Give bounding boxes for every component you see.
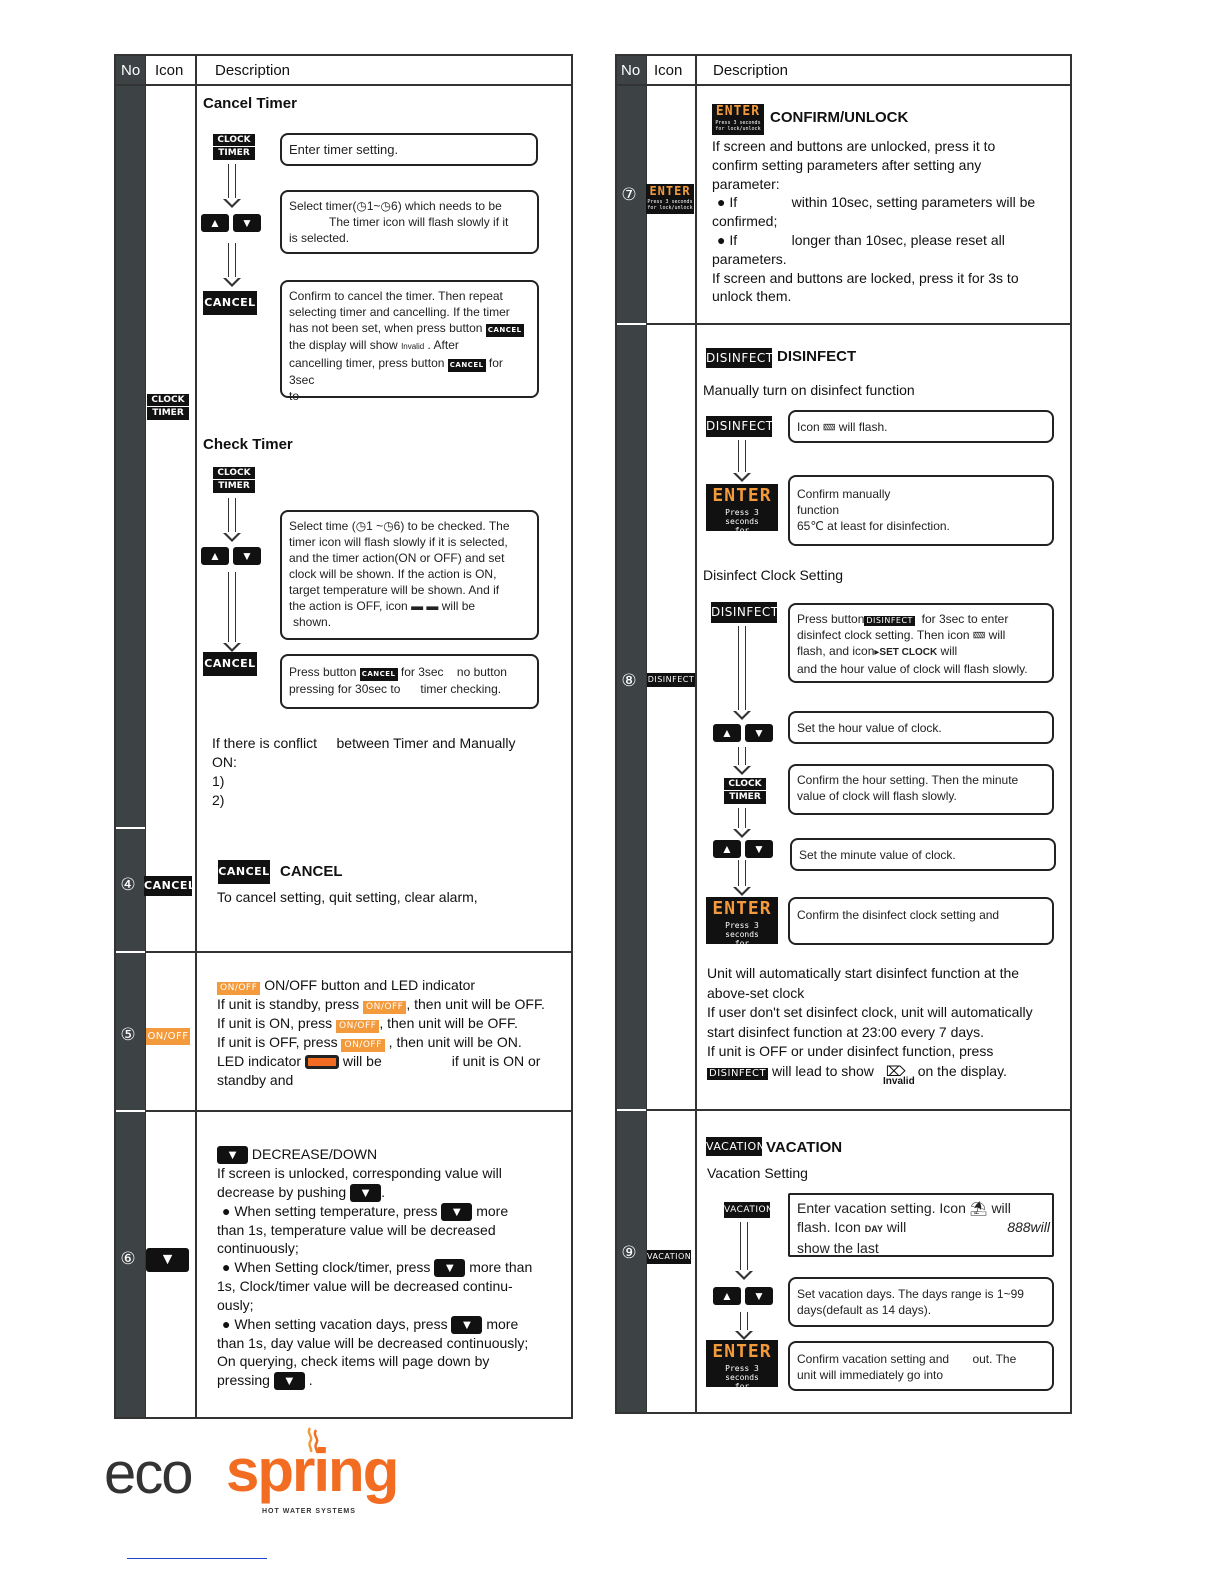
row-number: ④ (120, 875, 136, 894)
invalid-icon: ⌦ (885, 1062, 906, 1079)
disinfect-sub1: Manually turn on disinfect function (703, 382, 915, 398)
down-inline-icon: ▼ (350, 1184, 381, 1202)
enter-icon: ENTER Press 3 seconds for lock/unlock (646, 184, 694, 214)
down-inline-icon: ▼ (434, 1259, 465, 1277)
down-arrow-icon (740, 1312, 748, 1332)
disinfect-symbol-icon: 🝙 (823, 420, 836, 434)
enter-title-icon: ENTER Press 3 seconds for lock/unlock (712, 104, 764, 135)
led-indicator-icon (305, 1055, 339, 1069)
down-inline-icon: ▼ (451, 1316, 482, 1334)
row-divider (145, 1110, 571, 1112)
down-icon: ▼ (233, 547, 261, 565)
up-icon: ▲ (713, 724, 741, 742)
down-arrow-icon (228, 498, 236, 534)
down-icon: ▼ (745, 724, 773, 742)
vacation-title-icon: VACATION (706, 1137, 762, 1156)
row-divider (617, 323, 646, 325)
cancel-icon: CANCEL (144, 876, 192, 896)
step-box: Enter timer setting. (280, 133, 538, 166)
down-arrow-icon (228, 243, 236, 279)
down-icon: ▼ (745, 1287, 773, 1305)
step-box: Select timer(◷1~◷6) which needs to be The timer icon will flash slowly if it is selected. (280, 190, 539, 254)
cancel-inline-icon: CANCEL (486, 324, 524, 337)
vacation-icon: VACATION (647, 1250, 691, 1264)
disinfect-button-icon[interactable]: DISINFECT (711, 602, 777, 623)
disinfect-button-icon[interactable]: DISINFECT (706, 416, 772, 437)
down-arrow-icon (228, 572, 236, 644)
down-inline-icon: ▼ (217, 1146, 248, 1164)
cancel-button-icon[interactable]: CANCEL (203, 291, 257, 315)
row-number: ⑤ (120, 1025, 136, 1044)
up-icon: ▲ (201, 214, 229, 232)
confirm-unlock-title: CONFIRM/UNLOCK (770, 109, 909, 126)
row-divider (617, 1109, 646, 1111)
left-icon-column (145, 56, 197, 1417)
step-box: Press button DISINFECT for 3sec to enter disinfect clock setting. Then icon 🝙 will flash, and icon▸SET CLOCK will and the hour value of clock will flash slowly. (788, 603, 1054, 683)
cancel-inline-icon: CANCEL (360, 668, 398, 681)
cancel-inline-icon: CANCEL (448, 359, 486, 372)
down-inline-icon: ▼ (441, 1203, 472, 1221)
disinfect-title-icon: DISINFECT (706, 348, 772, 368)
clock-timer-icon[interactable]: CLOCK TIMER (724, 778, 766, 804)
enter-button-icon[interactable]: ENTER Press 3 seconds for lock/unlock (706, 897, 778, 944)
down-arrow-icon (738, 808, 746, 830)
row-divider (116, 951, 145, 953)
row-number: ⑥ (120, 1249, 136, 1268)
left-no-column (116, 56, 145, 1417)
up-icon: ▲ (713, 840, 741, 858)
header-icon: Icon (155, 62, 184, 79)
down-arrow-icon (740, 1222, 748, 1272)
cancel-button-icon[interactable]: CANCEL (203, 652, 257, 676)
disinfect-notes: Unit will automatically start disinfect function at the above-set clock If user don't set disinfect clock, unit will automatically start disinfect function at 23:00 every 7 days. If unit is OFF or under disinfect function, press DISINFECT will lead to show ⌦ on the display. (707, 964, 1033, 1081)
up-down-buttons[interactable] (201, 214, 261, 232)
step-box: Select time (◷1 ~◷6) to be checked. The timer icon will flash slowly if it is selected, and the timer action(ON or OFF) and set clock will be shown. If the action is ON, target temperature will be shown. And if the action is OFF, icon ▬ ▬ will be shown. (280, 510, 539, 640)
disinfect-symbol-icon: 🝙 (972, 628, 986, 642)
down-arrow-icon (738, 440, 746, 474)
up-down-buttons[interactable] (713, 724, 773, 742)
vacation-title: VACATION (766, 1139, 843, 1156)
cancel-title: CANCEL (280, 863, 343, 880)
vacation-button-icon[interactable]: VACATION (724, 1202, 770, 1218)
right-icon-column (646, 56, 697, 1412)
row-number: ⑨ (621, 1243, 637, 1262)
step-box: Confirm to cancel the timer. Then repeat selecting timer and cancelling. If the timer has not been set, when press button CANCEL the display will show Invalid . After cancelling timer, press button CANCEL for 3sec to (280, 280, 539, 398)
up-down-buttons[interactable] (713, 1287, 773, 1305)
disinfect-inline-icon: DISINFECT (866, 616, 913, 625)
step-box: Press button CANCEL for 3sec no button pressing for 30sec to timer checking. (280, 654, 539, 709)
clock-timer-icon: CLOCK TIMER (213, 134, 255, 160)
header-icon: Icon (654, 62, 683, 79)
check-timer-title: Check Timer (203, 436, 293, 453)
cancel-timer-title: Cancel Timer (203, 95, 297, 112)
down-arrow-icon (738, 626, 746, 712)
step-box: Set vacation days. The days range is 1~99 days(default as 14 days). (788, 1277, 1054, 1327)
step-box: Confirm manually function 65℃ at least for disinfection. (788, 475, 1054, 546)
row-divider (116, 827, 145, 829)
down-icon: ▼ (745, 840, 773, 858)
down-inline-icon: ▼ (274, 1372, 305, 1390)
down-arrow-icon (738, 747, 746, 767)
step-box: Set the hour value of clock. (788, 711, 1054, 744)
cancel-title-icon: CANCEL (218, 860, 270, 884)
ecospring-logo: eco spring HOT WATER SYSTEMS (104, 1430, 404, 1525)
up-icon: ▲ (201, 547, 229, 565)
header-description: Description (215, 62, 291, 79)
onoff-inline-icon: ON/OFF (217, 982, 260, 995)
footer-link-underline (127, 1558, 267, 1559)
row-divider (646, 1109, 1070, 1111)
up-icon: ▲ (713, 1287, 741, 1305)
step-box: Confirm the disinfect clock setting and (788, 897, 1054, 945)
step-box: Icon 🝙 will flash. (788, 410, 1054, 443)
onoff-inline-icon: ON/OFF (336, 1020, 379, 1033)
right-no-column (617, 56, 646, 1412)
right-header (617, 56, 1070, 86)
step-box: Set the minute value of clock. (790, 838, 1056, 871)
step-box: Confirm the hour setting. Then the minute value of clock will flash slowly. (788, 764, 1054, 815)
disinfect-title: DISINFECT (777, 348, 857, 365)
row-number: ⑦ (621, 185, 637, 204)
vacation-sub: Vacation Setting (707, 1165, 808, 1181)
row-divider (145, 951, 571, 953)
confirm-unlock-desc: If screen and buttons are unlocked, press it to confirm setting parameters after setting any parameter: ● If within 10sec, setting parameters will be confirmed; ● If longer than 10sec, please reset all parameters. If screen and buttons are locked, press it for 3s to unlock them. (712, 138, 1036, 305)
onoff-inline-icon: ON/OFF (341, 1039, 384, 1052)
cancel-desc: To cancel setting, quit setting, clear alarm, (217, 889, 478, 905)
disinfect-sub2: Disinfect Clock Setting (703, 567, 844, 583)
left-header (116, 56, 571, 86)
disinfect-inline-icon: DISINFECT (709, 1067, 767, 1079)
disinfect-icon: DISINFECT (647, 673, 695, 687)
row-divider (646, 323, 1070, 325)
invalid-label: Invalid (883, 1076, 915, 1087)
down-arrow-icon (738, 860, 746, 888)
down-icon: ▼ (146, 1248, 189, 1272)
clock-timer-icon: CLOCK TIMER (213, 467, 255, 493)
step-box: Confirm vacation setting and out. The unit will immediately go into (788, 1341, 1054, 1391)
step-box: Enter vacation setting. Icon ⛱ will flash. Icon DAY will 888will show the last (788, 1193, 1054, 1257)
beach-icon: ⛱ (969, 1200, 988, 1216)
onoff-section: ON/OFF ON/OFF button and LED indicator If unit is standby, press ON/OFF , then unit will be OFF. If unit is ON, press ON/OFF , then unit will be OFF. If unit is OFF, press ON/OFF , then unit will be ON. LED indicator will be if unit is ON or standby and (217, 977, 545, 1088)
down-section: ▼ DECREASE/DOWN If screen is unlocked, corresponding value will decrease by pushing ▼ . ● When setting temperature, press ▼ more than 1s, temperature value will be decreased continuously; ● When Setting clock/timer, press ▼ more than 1s, Clock/timer value will be decreased continu- ously; ● When setting vacation days, press ▼ more than 1s, day value will be decreased continuously; On querying, check items will page down by pressing ▼ . (217, 1146, 533, 1388)
header-no: No (621, 62, 641, 79)
down-icon: ▼ (233, 214, 261, 232)
header-description: Description (713, 62, 789, 79)
up-down-buttons[interactable] (713, 840, 773, 858)
up-down-buttons[interactable] (201, 547, 261, 565)
row-divider (116, 1110, 145, 1112)
conflict-text: If there is conflict between Timer and Manually ON: 1) 2) (212, 735, 516, 808)
onoff-inline-icon: ON/OFF (363, 1001, 406, 1014)
header-no: No (121, 62, 141, 79)
enter-button-icon[interactable]: ENTER Press 3 seconds for lock/unlock (706, 484, 778, 531)
row-number: ⑧ (621, 671, 637, 690)
enter-button-icon[interactable]: ENTER Press 3 seconds for lock/unlock (706, 1340, 778, 1387)
clock-timer-icon: CLOCK TIMER (147, 394, 189, 420)
down-arrow-icon (228, 164, 236, 200)
onoff-icon: ON/OFF (146, 1028, 190, 1045)
